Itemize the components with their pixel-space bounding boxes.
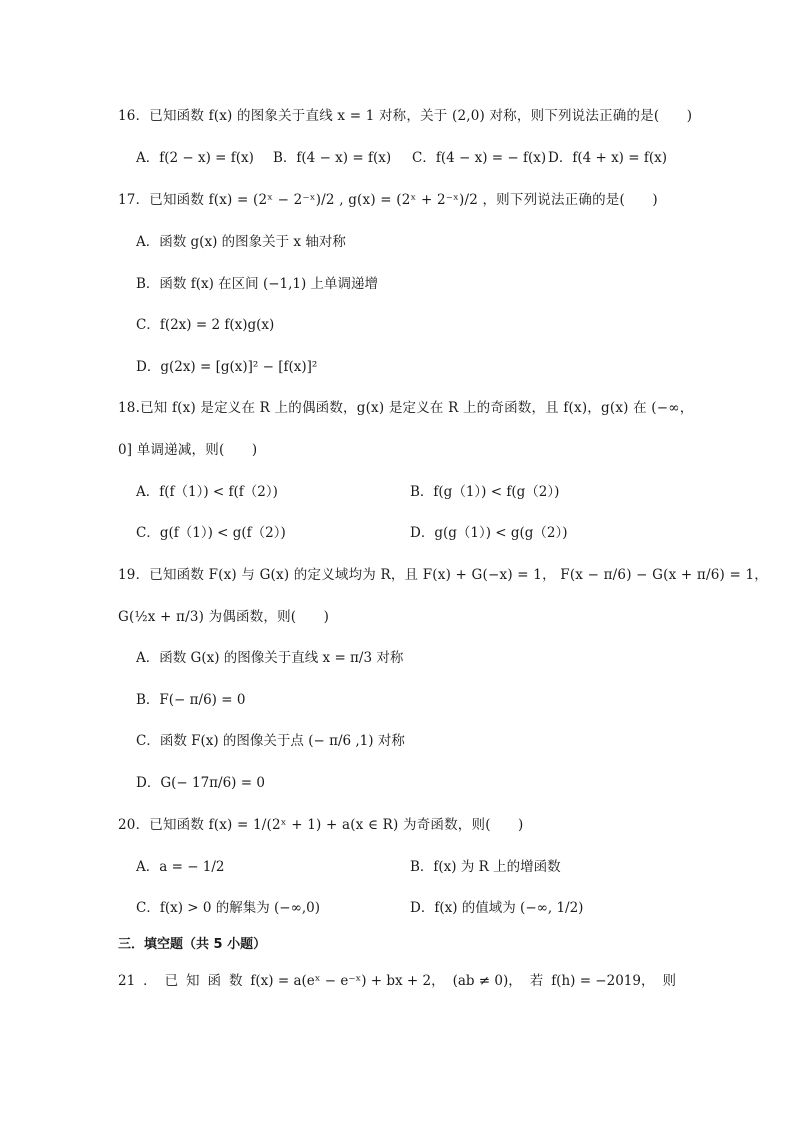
q17-option-d: D．g(2x) = [g(x)]² − [f(x)]² xyxy=(136,359,318,375)
q19-option-b: B．F(− π/6) = 0 xyxy=(136,692,246,708)
q20-option-d: D．f(x) 的值域为 (−∞, 1/2) xyxy=(410,900,584,916)
q21-part: (ab ≠ 0)， xyxy=(452,973,522,989)
q20-option-a: A．a = − 1/2 xyxy=(136,859,225,875)
q16-option-a: A．f(2 − x) = f(x) xyxy=(136,150,254,166)
q21-part: 已 xyxy=(164,973,179,989)
q18-option-b: B．f(g（1）) < f(g（2）) xyxy=(410,484,560,500)
q17-option-a: A．函数 g(x) 的图象关于 x 轴对称 xyxy=(136,234,346,250)
q18-option-c: C．g(f（1）) < g(f（2）) xyxy=(136,525,286,541)
q17-option-b: B．函数 f(x) 在区间 (−1,1) 上单调递增 xyxy=(136,276,379,292)
q21-part: 若 xyxy=(529,973,544,989)
q19-stem-line2: G(½x + π/3) 为偶函数，则( ) xyxy=(118,609,330,625)
q19-option-a: A．函数 G(x) 的图像关于直线 x = π/3 对称 xyxy=(136,650,404,666)
q21-part: 数 xyxy=(228,973,243,989)
q18-option-a: A．f(f（1）) < f(f（2）) xyxy=(136,484,278,500)
q16-stem: 16．已知函数 f(x) 的图象关于直线 x = 1 对称，关于 (2,0) 对称，则下列说法正确的是( ) xyxy=(118,108,693,124)
q21-part: 21 xyxy=(118,973,136,989)
q17-option-c: C．f(2x) = 2 f(x)g(x) xyxy=(136,317,275,333)
q19-option-c: C．函数 F(x) 的图像关于点 (− π/6 ,1) 对称 xyxy=(136,733,405,749)
q21-part: 则 xyxy=(662,973,676,989)
q16-option-b: B．f(4 − x) = f(x) xyxy=(273,150,392,166)
q21-part: 知 xyxy=(186,973,200,989)
q20-stem: 20．已知函数 f(x) = 1/(2ˣ + 1) + a(x ∈ R) 为奇函数，则( ) xyxy=(118,817,524,833)
q16-option-d: D．f(4 + x) = f(x) xyxy=(548,150,667,166)
q18-option-d: D．g(g（1）) < g(g（2）) xyxy=(410,525,568,541)
q21-part: ． xyxy=(143,973,157,989)
q19-stem-line1: 19．已知函数 F(x) 与 G(x) 的定义域均为 R，且 F(x) + G(−x) = 1， F(x − π/6) − G(x + π/6) = 1， xyxy=(118,567,768,583)
q21-stem xyxy=(118,971,676,991)
section-title: 三．填空题（共 5 小题） xyxy=(118,937,267,952)
q19-option-d: D．G(− 17π/6) = 0 xyxy=(136,775,265,791)
q21-part: 函 xyxy=(207,973,221,989)
q20-option-b: B．f(x) 为 R 上的增函数 xyxy=(410,859,561,875)
q18-stem-line1: 18.已知 f(x) 是定义在 R 上的偶函数，g(x) 是定义在 R 上的奇函数，且 f(x)，g(x) 在 (−∞， xyxy=(118,400,694,416)
q20-option-c: C．f(x) > 0 的解集为 (−∞,0) xyxy=(136,900,321,916)
q16-option-c: C．f(4 − x) = − f(x) xyxy=(412,150,547,166)
q17-stem: 17．已知函数 f(x) = (2ˣ − 2⁻ˣ)/2 , g(x) = (2ˣ + 2⁻ˣ)/2 ，则下列说法正确的是( ) xyxy=(118,192,658,208)
q18-stem-line2: 0] 单调递减，则( ) xyxy=(118,442,258,458)
q21-part: f(h) = −2019， xyxy=(551,973,655,989)
q21-part: f(x) = a(eˣ − e⁻ˣ) + bx + 2， xyxy=(250,973,445,989)
